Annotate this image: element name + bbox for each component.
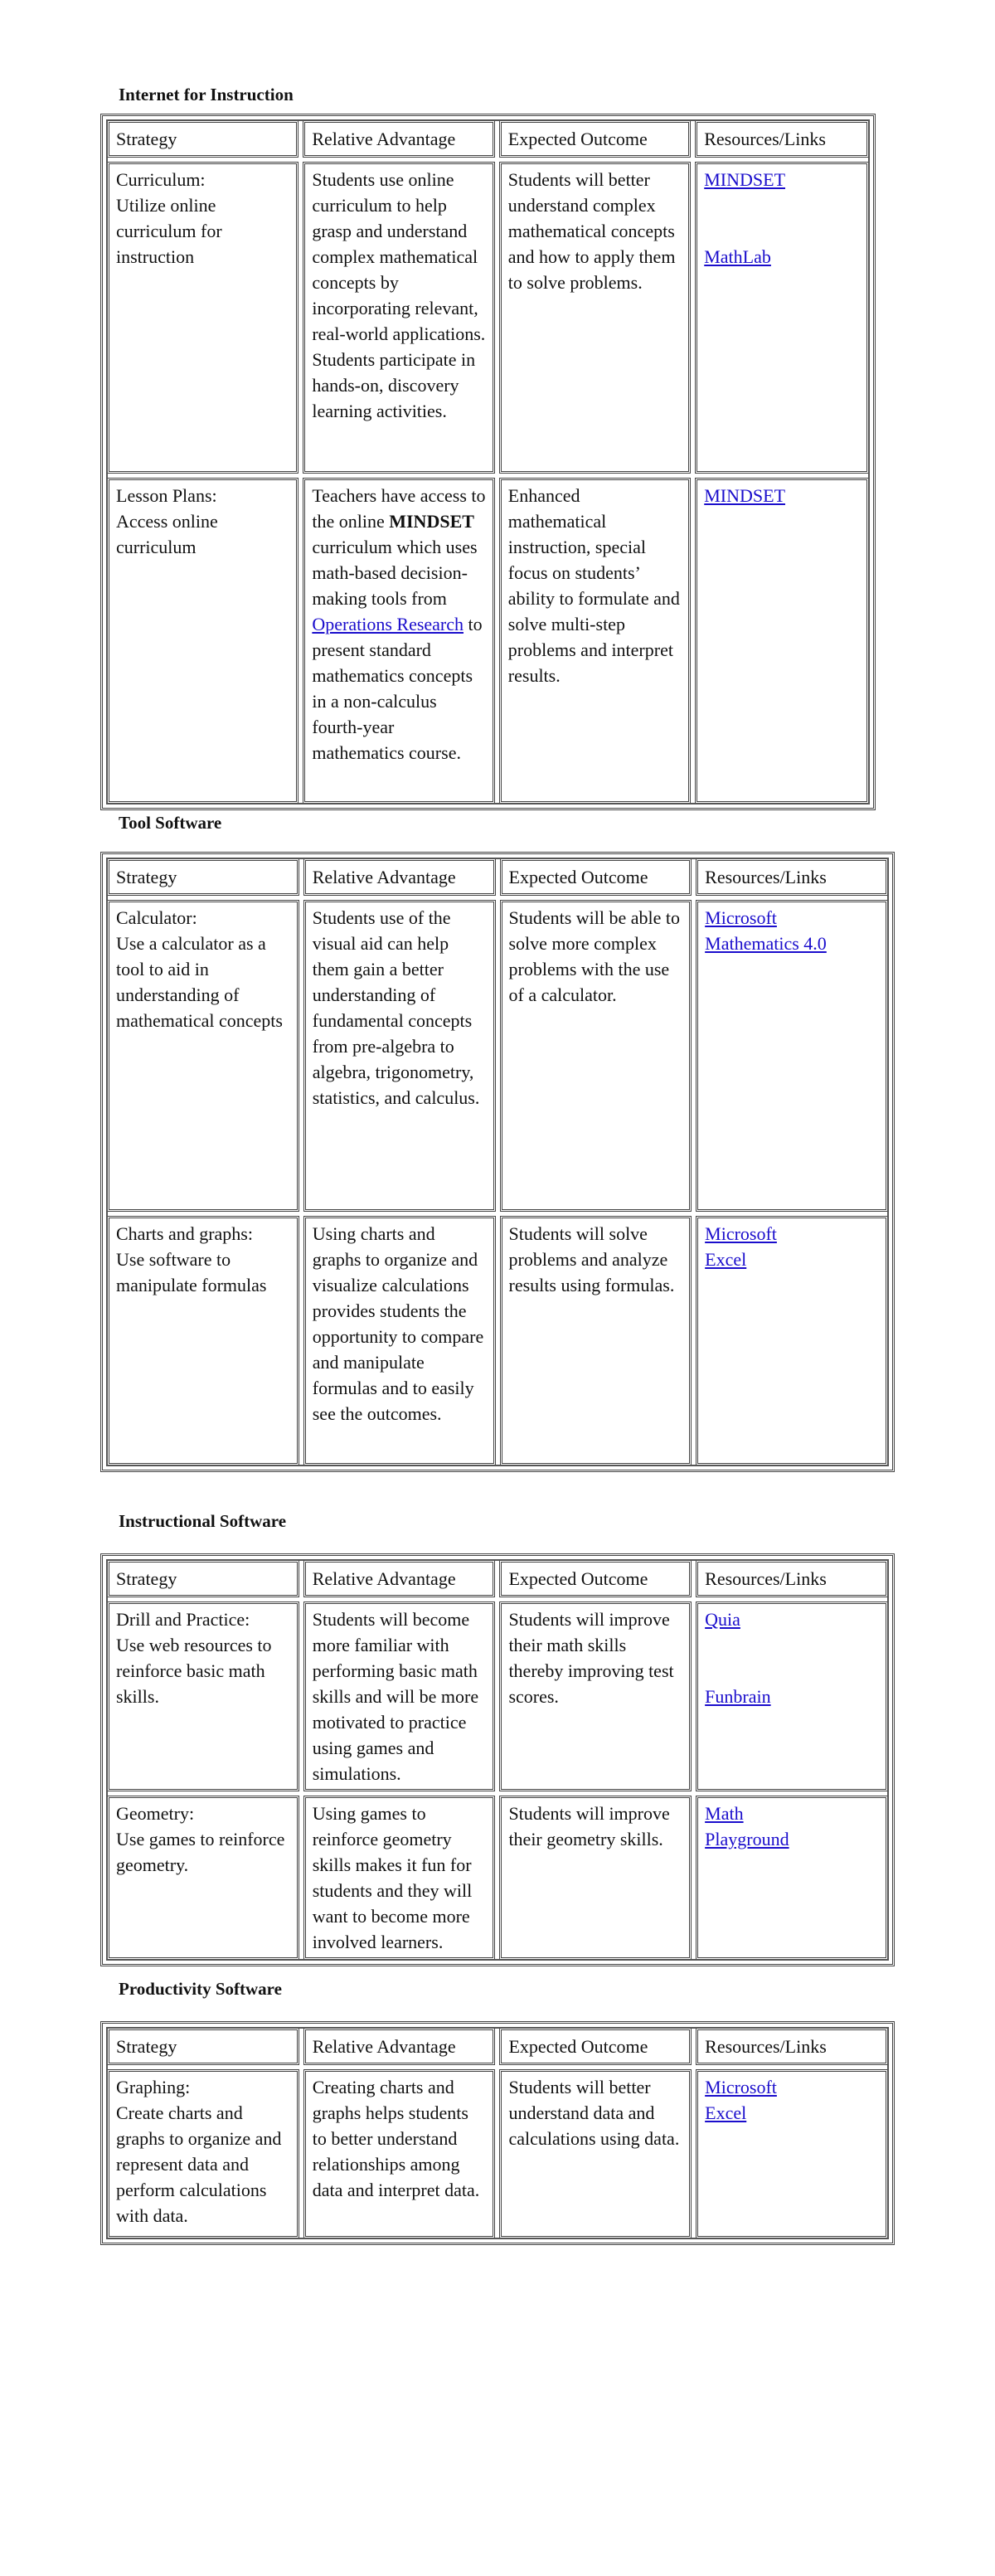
section-title-internet: Internet for Instruction: [119, 85, 294, 104]
link-mindset[interactable]: MINDSET: [704, 485, 786, 506]
header-expected-outcome: Expected Outcome: [499, 1560, 692, 1597]
link-math-playground[interactable]: Math Playground: [705, 1803, 789, 1849]
header-strategy: Strategy: [107, 858, 299, 896]
header-expected-outcome: Expected Outcome: [499, 120, 691, 158]
table-row: [107, 478, 869, 804]
table-row: [107, 1216, 888, 1465]
table-header-row: [107, 1560, 888, 1597]
link-quia[interactable]: Quia: [705, 1609, 740, 1630]
header-relative-advantage: Relative Advantage: [303, 1560, 496, 1597]
strategy-description: Use a calculator as a tool to aid in understanding of mathematical concepts: [116, 933, 283, 1031]
section-title-instructional-software: Instructional Software: [119, 1511, 287, 1531]
section-title-productivity-software: Productivity Software: [119, 1979, 282, 1999]
link-microsoft-mathematics[interactable]: Microsoft Mathematics 4.0: [705, 907, 827, 954]
expected-outcome-cell: Students will better understand data and calculations using data.: [499, 2069, 692, 2238]
table-row: [107, 900, 888, 1212]
expected-outcome-cell: Students will improve their math skills thereby improving test scores.: [499, 1601, 692, 1791]
relative-advantage-cell: Students will become more familiar with performing basic math skills and will be more motivated to practice using games and simulations.: [303, 1601, 496, 1791]
resources-cell: [696, 900, 888, 1212]
table-header-row: [107, 858, 888, 896]
link-funbrain[interactable]: Funbrain: [705, 1686, 771, 1707]
link-microsoft-excel[interactable]: Microsoft Excel: [705, 2077, 777, 2123]
strategy-cell: [107, 162, 298, 474]
strategy-title: Drill and Practice:: [116, 1609, 250, 1630]
relative-advantage-cell: Using games to reinforce geometry skills makes it fun for students and they will want to become more involved learners.: [303, 1796, 496, 1960]
relative-advantage-cell: [303, 478, 494, 804]
table-row: [107, 2069, 888, 2238]
header-relative-advantage: Relative Advantage: [303, 120, 494, 158]
strategy-title: Calculator:: [116, 907, 197, 928]
header-expected-outcome: Expected Outcome: [500, 858, 692, 896]
link-operations-research[interactable]: Operations Research: [312, 614, 464, 634]
strategy-description: Use web resources to reinforce basic math skills.: [116, 1635, 272, 1707]
strategy-description: Use software to manipulate formulas: [116, 1249, 267, 1295]
header-strategy: Strategy: [107, 120, 298, 158]
expected-outcome-cell: Students will better understand complex mathematical concepts and how to apply them to solve problems.: [499, 162, 691, 474]
table-productivity-software: [100, 2021, 895, 2245]
table-row: [107, 1601, 888, 1791]
strategy-cell: [107, 478, 298, 804]
relative-advantage-cell: Creating charts and graphs helps students to better understand relationships among data and interpret data.: [303, 2069, 496, 2238]
header-resources-links: Resources/Links: [695, 120, 869, 158]
expected-outcome-cell: Enhanced mathematical instruction, special focus on students’ ability to formulate and solve multi-step problems and interpret results.: [499, 478, 691, 804]
header-relative-advantage: Relative Advantage: [303, 858, 496, 896]
strategy-description: Utilize online curriculum for instruction: [116, 195, 222, 267]
resources-cell: [696, 1216, 888, 1465]
table-row: [107, 1796, 888, 1960]
link-microsoft-excel[interactable]: Microsoft Excel: [705, 1223, 777, 1270]
strategy-description: Create charts and graphs to organize and represent data and perform calculations with data.: [116, 2102, 282, 2226]
table-header-row: [107, 2028, 888, 2065]
advantage-text: Teachers have access to the online: [312, 485, 486, 532]
resources-cell: [696, 2069, 888, 2238]
strategy-title: Curriculum:: [116, 169, 206, 190]
resources-cell: [695, 162, 869, 474]
strategy-cell: [107, 1216, 299, 1465]
header-resources-links: Resources/Links: [696, 858, 888, 896]
strategy-cell: [107, 1601, 299, 1791]
link-mathlab[interactable]: MathLab: [704, 246, 771, 267]
resources-cell: [696, 1601, 888, 1791]
strategy-title: Charts and graphs:: [116, 1223, 253, 1244]
strategy-cell: [107, 900, 299, 1212]
expected-outcome-cell: Students will solve problems and analyze results using formulas.: [500, 1216, 692, 1465]
table-internet-for-instruction: [100, 114, 876, 810]
table-row: [107, 162, 869, 474]
table-tool-software: [100, 852, 895, 1472]
relative-advantage-cell: Using charts and graphs to organize and visualize calculations provides students the opportunity to compare and manipulate formulas and to easily see the outcomes.: [303, 1216, 496, 1465]
expected-outcome-cell: Students will be able to solve more complex problems with the use of a calculator.: [500, 900, 692, 1212]
resources-cell: [696, 1796, 888, 1960]
strategy-description: Access online curriculum: [116, 511, 218, 557]
strategy-cell: [107, 1796, 299, 1960]
strategy-title: Geometry:: [116, 1803, 195, 1824]
strategy-title: Graphing:: [116, 2077, 191, 2097]
table-instructional-software: [100, 1553, 895, 1966]
relative-advantage-cell: Students use of the visual aid can help them gain a better understanding of fundamental concepts from pre-algebra to algebra, trigonometry, statistics, and calculus.: [303, 900, 496, 1212]
expected-outcome-cell: Students will improve their geometry skills.: [499, 1796, 692, 1960]
header-resources-links: Resources/Links: [696, 1560, 888, 1597]
header-resources-links: Resources/Links: [696, 2028, 888, 2065]
resources-cell: [695, 478, 869, 804]
header-strategy: Strategy: [107, 1560, 299, 1597]
link-mindset[interactable]: MINDSET: [704, 169, 786, 190]
header-strategy: Strategy: [107, 2028, 299, 2065]
strategy-title: Lesson Plans:: [116, 485, 217, 506]
advantage-text: to present standard mathematics concepts in a non-calculus fourth-year mathematics course.: [312, 614, 483, 763]
strategy-description: Use games to reinforce geometry.: [116, 1829, 285, 1875]
header-relative-advantage: Relative Advantage: [303, 2028, 496, 2065]
relative-advantage-cell: Students use online curriculum to help grasp and understand complex mathematical concepts by incorporating relevant, real-world applications. Students participate in hands-on, discovery learning activities.: [303, 162, 494, 474]
advantage-text: curriculum which uses math-based decision-making tools from: [312, 537, 478, 609]
advantage-bold-text: MINDSET: [389, 511, 474, 532]
table-header-row: [107, 120, 869, 158]
section-title-tool-software: Tool Software: [119, 813, 222, 833]
header-expected-outcome: Expected Outcome: [499, 2028, 692, 2065]
strategy-cell: [107, 2069, 299, 2238]
